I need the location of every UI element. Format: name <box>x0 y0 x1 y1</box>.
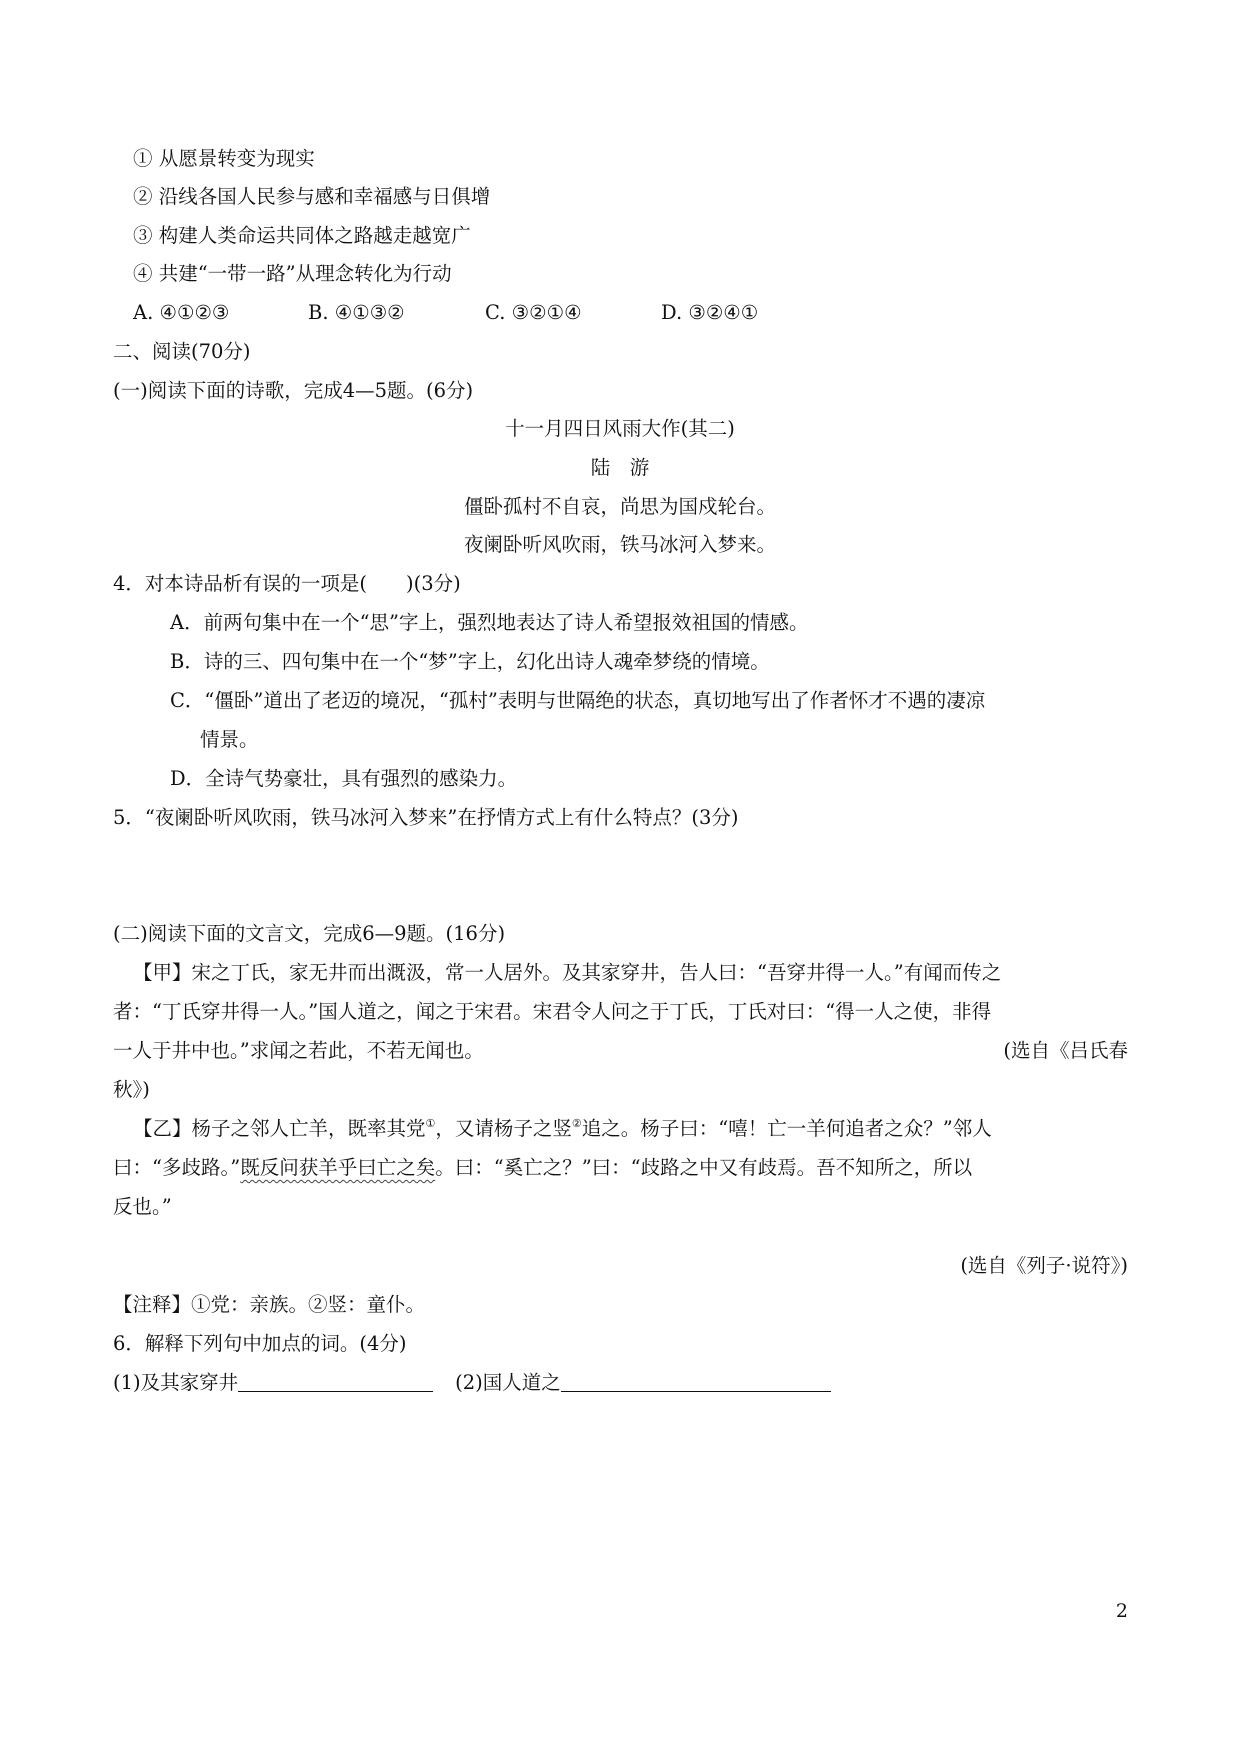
notes: 【注释】①党：亲族。②竖：童仆。 <box>113 1293 426 1316</box>
q3-option-d: D. ③②④① <box>661 301 759 324</box>
passage-jia-source: (选自《吕氏春 <box>1003 1039 1128 1062</box>
answer-blank-1[interactable] <box>238 1371 433 1392</box>
passage-yi-source: (选自《列子·说符》) <box>960 1254 1128 1277</box>
passage-jia-line-2: 者：“丁氏穿井得一人。”国人道之，闻之于宋君。宋君令人问之于丁氏，丁氏对曰：“得一人之使，非得 <box>113 1000 992 1023</box>
list-item-4: ④ 共建“一带一路”从理念转化为行动 <box>133 262 452 285</box>
yi-text: 【乙】杨子之邻人亡羊，既率其党 <box>133 1117 426 1140</box>
q3-option-a: A. ④①②③ <box>133 301 230 324</box>
yi-text: 追之。杨子曰：“嘻！亡一羊何追者之众？”邻人 <box>581 1117 992 1140</box>
passage-yi-line-2 <box>113 1154 972 1182</box>
q5-stem: 5．“夜阑卧听风吹雨，铁马冰河入梦来”在抒情方式上有什么特点？(3分) <box>113 806 739 829</box>
wavy-underlined-sentence: 既反问获羊乎曰亡之矣 <box>240 1156 436 1179</box>
passage-jia-source-continued: 秋》) <box>113 1078 150 1101</box>
poem-title: 十一月四日风雨大作(其二) <box>505 417 735 440</box>
q3-option-b: B. ④①③② <box>308 301 405 324</box>
poem-line-2: 夜阑卧听风吹雨，铁马冰河入梦来。 <box>463 533 776 556</box>
q4-option-b: B．诗的三、四句集中在一个“梦”字上，幻化出诗人魂牵梦绕的情境。 <box>170 650 770 673</box>
passage-jia-line-1: 【甲】宋之丁氏，家无井而出溉汲，常一人居外。及其家穿井，告人曰：“吾穿井得一人。”有闻而传之 <box>133 961 1002 984</box>
q6-items <box>113 1369 831 1397</box>
yi-text: ，又请杨子之竖 <box>435 1117 572 1140</box>
q4-option-c: C．“僵卧”道出了老迈的境况，“孤村”表明与世隔绝的状态，真切地写出了作者怀才不遇的凄凉 <box>170 689 986 712</box>
q6-item-1: (1)及其家穿井 <box>113 1371 239 1394</box>
answer-blank-2[interactable] <box>561 1371 831 1392</box>
footnote-ref-2: ② <box>571 1117 582 1130</box>
list-item-3: ③ 构建人类命运共同体之路越走越宽广 <box>133 224 471 247</box>
yi-text: 曰：“多歧路。” <box>113 1156 241 1179</box>
q6-item-2: (2)国人道之 <box>455 1371 561 1394</box>
list-item-1: ① 从愿景转变为现实 <box>133 147 315 170</box>
q4-option-a: A．前两句集中在一个“思”字上，强烈地表达了诗人希望报效祖国的情感。 <box>170 611 809 634</box>
part-1-intro: (一)阅读下面的诗歌，完成4—5题。(6分) <box>113 379 474 402</box>
passage-jia-line-3: 一人于井中也。”求闻之若此，不若无闻也。 <box>113 1039 484 1062</box>
q4-stem: 4．对本诗品析有误的一项是( )(3分) <box>113 572 461 595</box>
part-2-intro: (二)阅读下面的文言文，完成6—9题。(16分) <box>113 922 506 945</box>
footnote-ref-1: ① <box>425 1117 436 1130</box>
q6-stem: 6．解释下列句中加点的词。(4分) <box>113 1332 407 1355</box>
q3-options <box>133 299 833 327</box>
passage-yi-line-3: 反也。” <box>113 1195 172 1218</box>
page-number: 2 <box>1115 1600 1128 1622</box>
q3-option-c: C. ③②①④ <box>485 301 582 324</box>
poem-author: 陆 游 <box>590 456 650 479</box>
q4-option-d: D．全诗气势豪壮，具有强烈的感染力。 <box>170 767 518 790</box>
list-item-2: ② 沿线各国人民参与感和幸福感与日俱增 <box>133 185 491 208</box>
yi-text: 。曰：“奚亡之？”曰：“歧路之中又有歧焉。吾不知所之，所以 <box>435 1156 973 1179</box>
q4-option-c-continued: 情景。 <box>200 728 259 751</box>
section-2-title: 二、阅读(70分) <box>113 340 251 363</box>
passage-yi-line-1 <box>133 1115 992 1143</box>
poem-line-1: 僵卧孤村不自哀，尚思为国戍轮台。 <box>463 495 776 518</box>
